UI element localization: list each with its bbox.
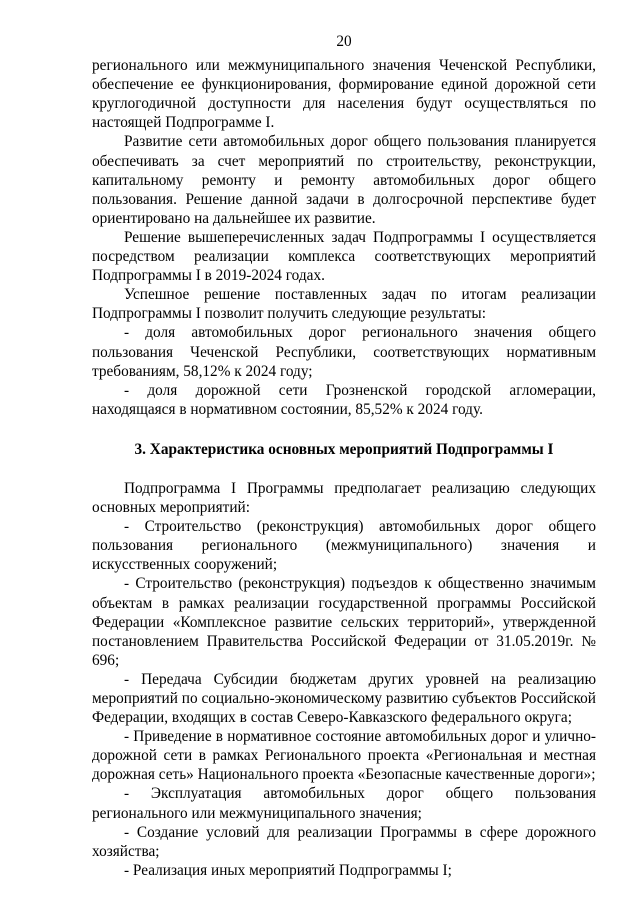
result-item: - доля дорожной сети Грозненской городской агломерации, находящаяся в нормативном состоянии, 85,52% к 2024 году. [92,381,596,418]
measure-item: - Строительство (реконструкция) автомобильных дорог общего пользования регионального (межмуниципального) значения и искусственных сооружений; [92,518,596,574]
measure-item: - Передача Субсидии бюджетам других уровней на реализацию мероприятий по социально-экономическому развитию субъектов Российской Федерации, входящих в состав Северо-Кавказского федерального округа; [92,670,596,727]
paragraph-intro-measures: Подпрограмма I Программы предполагает реализацию следующих основных мероприятий: [92,479,596,517]
paragraph-tasks-solution: Решение вышеперечисленных задач Подпрограммы I осуществляется посредством реализации комплекса соответствующих мероприятий Подпрограммы I в 2019-2024 годах. [92,228,596,285]
paragraph-expected-results: Успешное решение поставленных задач по итогам реализации Подпрограммы I позволит получить следующие результаты: [92,286,596,323]
paragraph-network-development: Развитие сети автомобильных дорог общего пользования планируется обеспечивать за счет мероприятий по строительству, реконструкции, капитальному ремонту и ремонту автомобильных дорог общего пользования. Решение данной задачи в долгосрочной перспективе будет ориентировано на дальнейшее их развитие. [92,133,596,227]
measure-item: - Строительство (реконструкция) подъездов к общественно значимым объектам в рамках реализации государственной программы Российской Федерации «Комплексное развитие сельских территорий», утвержденной постановлением Правительства Российской Федерации от 31.05.2019г. № 696; [92,575,596,669]
measure-item: - Эксплуатация автомобильных дорог общего пользования регионального или межмуниципального значения; [92,785,596,822]
document-page [92,32,596,880]
measure-item: - Приведение в нормативное состояние автомобильных дорог и улично-дорожной сети в рамках Регионального проекта «Региональная и местная дорожная сеть» Национального проекта «Безопасные качественные дороги»; [92,728,596,784]
section-heading: 3. Характеристика основных мероприятий Подпрограммы I [134,440,554,458]
paragraph-continuation: регионального или межмуниципального значения Чеченской Республики, обеспечение ее функционирования, формирование единой дорожной сети круглогодичной доступности для населения будут осуществляться по настоящей Подпрограмме I. [92,57,596,132]
measure-item: - Создание условий для реализации Программы в сфере дорожного хозяйства; [92,823,596,860]
measure-item: - Реализация иных мероприятий Подпрограммы I; [124,861,452,879]
result-item: - доля автомобильных дорог регионального значения общего пользования Чеченской Республики, соответствующих нормативным требованиям, 58,12% к 2024 году; [92,324,596,380]
page-number: 20 [336,33,352,50]
